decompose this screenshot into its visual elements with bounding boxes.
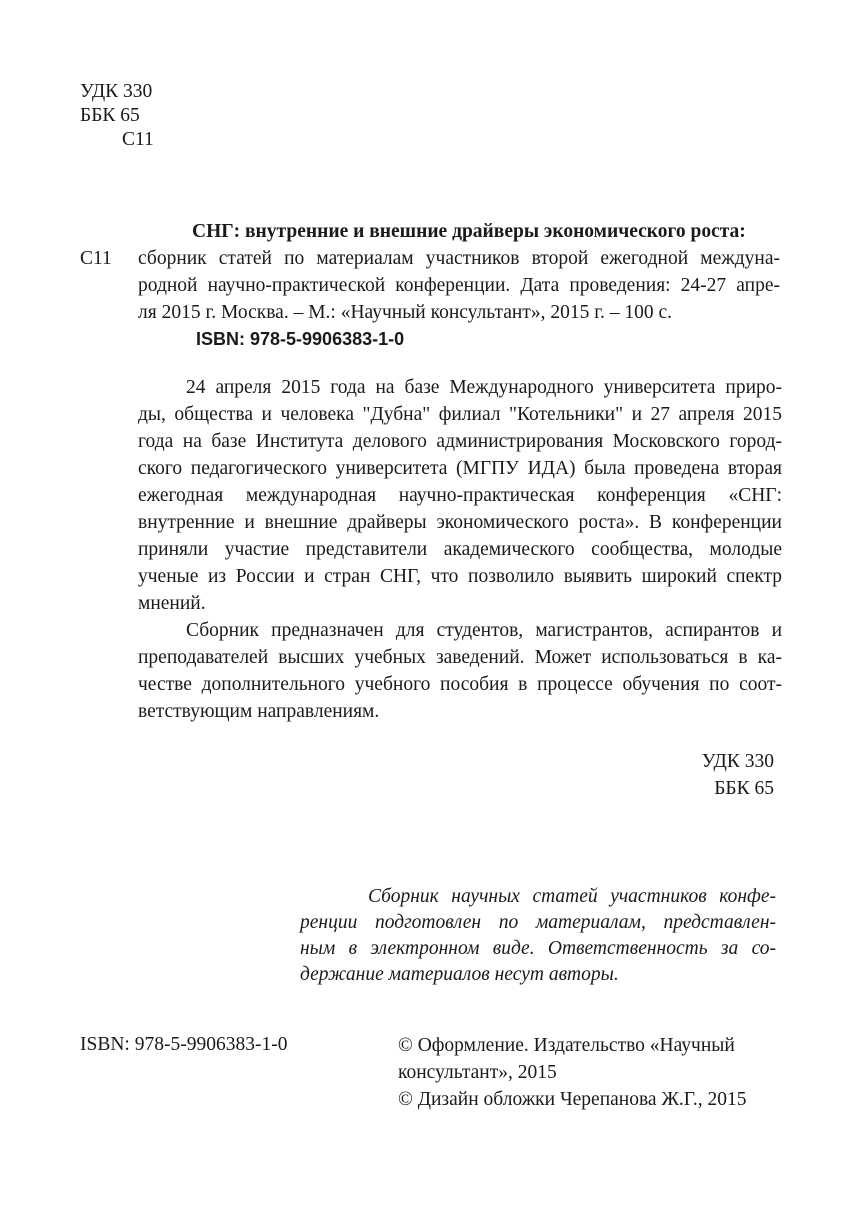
udk-code: УДК 330 (80, 81, 153, 102)
copyright-line: © Дизайн обложки Черепанова Ж.Г., 2015 (398, 1089, 747, 1110)
copyright-block (398, 1032, 778, 1113)
abstract-line: года на базе Института делового администрирования Московского город- (138, 431, 782, 452)
bibliographic-record (80, 218, 780, 353)
note-line: Сборник научных статей участников конфе- (368, 886, 776, 907)
abstract-line: честве дополнительного учебного пособия в процессе обучения по соот- (138, 674, 782, 695)
udk-code: УДК 330 (701, 751, 774, 772)
abstract-line: 24 апреля 2015 года на базе Международного университета приро- (186, 377, 782, 398)
copyright-line: консультант», 2015 (398, 1062, 557, 1083)
book-title: СНГ: внутренние и внешние драйверы экономического роста: (192, 221, 746, 242)
author-mark: С11 (122, 129, 154, 150)
abstract-line: внутренние и внешние драйверы экономического роста». В конференции (138, 512, 782, 533)
abstract-line: Сборник предназначен для студентов, магистрантов, аспирантов и (186, 620, 782, 641)
bibliography-line-text: ля 2015 г. Москва. – М.: «Научный консультант», 2015 г. – 100 с. (138, 302, 673, 323)
note-line: ным в электронном виде. Ответственность за со- (300, 938, 776, 959)
abstract-line: ежегодная международная научно-практическая конференция «СНГ: (138, 485, 782, 506)
abstract-line: ученые из России и стран СНГ, что позволило выявить широкий спектр (138, 566, 782, 587)
abstract-line: мнений. (138, 593, 206, 614)
abstract-line: ветствующим направлениям. (138, 701, 380, 722)
abstract-line: ды, общества и человека "Дубна" филиал "Котельники" и 27 апреля 2015 (138, 404, 782, 425)
bibliography-line (80, 272, 780, 299)
bbk-code: ББК 65 (80, 105, 140, 126)
classification-top (80, 80, 154, 152)
bibliography-line-text: сборник статей по материалам участников второй ежегодной междуна- (138, 248, 780, 269)
footer-isbn: ISBN: 978-5-9906383-1-0 (80, 1034, 288, 1055)
note-line: держание материалов несут авторы. (300, 964, 619, 985)
abstract (138, 374, 782, 725)
abstract-line: преподавателей высших учебных заведений. Может использоваться в ка- (138, 647, 782, 668)
bibliography-line-text: родной научно-практической конференции. Дата проведения: 24-27 апре- (138, 275, 780, 296)
bibliography-line (80, 245, 780, 272)
isbn-bold: ISBN: 978-5-9906383-1-0 (196, 329, 405, 349)
copyright-line: © Оформление. Издательство «Научный (398, 1035, 735, 1056)
author-mark-inline: С11 (80, 248, 112, 269)
abstract-line: ского педагогического университета (МГПУ ИДА) была проведена вторая (138, 458, 782, 479)
bbk-code: ББК 65 (714, 778, 774, 799)
note-line: ренции подготовлен по материалам, представлен- (300, 912, 776, 933)
abstract-line: приняли участие представители академического сообщества, молодые (138, 539, 782, 560)
editorial-note (300, 884, 776, 988)
classification-right (702, 748, 774, 802)
